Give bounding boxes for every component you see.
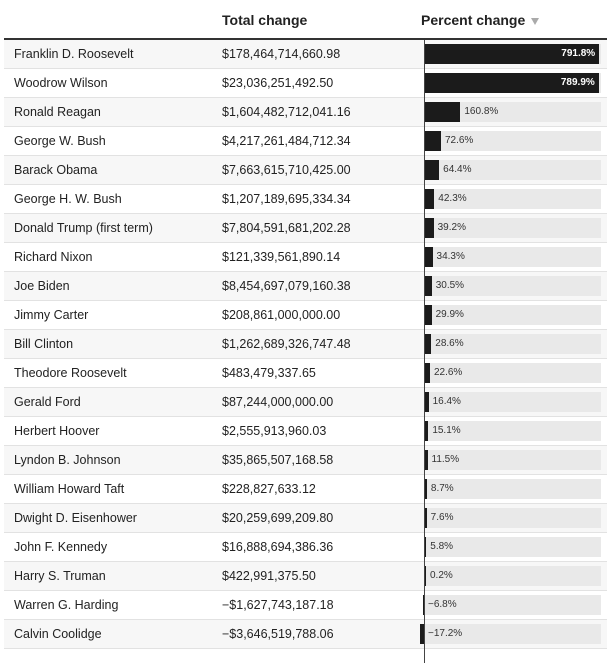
total-change-value: $1,604,482,712,041.16 bbox=[222, 105, 351, 119]
percent-bar bbox=[425, 363, 430, 383]
percent-bar-cell bbox=[419, 160, 603, 180]
percent-bar-cell bbox=[419, 44, 603, 64]
president-name: Bill Clinton bbox=[14, 337, 74, 351]
percent-bar bbox=[425, 566, 426, 586]
percent-label: 16.4% bbox=[432, 396, 461, 407]
table-row bbox=[4, 388, 607, 417]
total-change-value: $121,339,561,890.14 bbox=[222, 250, 341, 264]
total-change-value: $1,262,689,326,747.48 bbox=[222, 337, 351, 351]
column-header-percent-change-label: Percent change bbox=[421, 12, 526, 28]
percent-label: −17.2% bbox=[428, 628, 463, 639]
president-name: Richard Nixon bbox=[14, 250, 93, 264]
table-row bbox=[4, 417, 607, 446]
percent-bar bbox=[425, 421, 428, 441]
total-change-value: $7,804,591,681,202.28 bbox=[222, 221, 351, 235]
total-change-value: −$1,627,743,187.18 bbox=[222, 598, 334, 612]
percent-bar-cell bbox=[419, 131, 603, 151]
president-name: George H. W. Bush bbox=[14, 192, 122, 206]
percent-bar bbox=[425, 247, 433, 267]
president-name: Calvin Coolidge bbox=[14, 627, 102, 641]
total-change-value: $178,464,714,660.98 bbox=[222, 47, 341, 61]
table-row bbox=[4, 301, 607, 330]
percent-label: 22.6% bbox=[433, 367, 463, 378]
total-change-value: $228,827,633.12 bbox=[222, 482, 316, 496]
percent-label: 29.9% bbox=[435, 309, 464, 320]
percent-bar-cell bbox=[419, 102, 603, 122]
percent-bar bbox=[425, 508, 427, 528]
percent-bar-cell bbox=[419, 305, 603, 325]
table-row bbox=[4, 533, 607, 562]
percent-bar-cell bbox=[419, 479, 603, 499]
table-row bbox=[4, 185, 607, 214]
percent-label: 0.2% bbox=[430, 570, 453, 581]
president-name: Barack Obama bbox=[14, 163, 98, 177]
zero-baseline bbox=[424, 40, 425, 663]
table-row bbox=[4, 272, 607, 301]
total-change-value: $4,217,261,484,712.34 bbox=[222, 134, 351, 148]
percent-bar bbox=[425, 131, 441, 151]
percent-label: 64.4% bbox=[443, 164, 472, 175]
percent-label: 791.8% bbox=[561, 48, 596, 59]
percent-bar-cell bbox=[419, 450, 603, 470]
percent-label: 30.5% bbox=[435, 280, 465, 291]
percent-bar-cell bbox=[419, 247, 603, 267]
president-name: Herbert Hoover bbox=[14, 424, 100, 438]
percent-bar-cell bbox=[419, 595, 603, 615]
total-change-value: $8,454,697,079,160.38 bbox=[222, 279, 351, 293]
percent-bar bbox=[425, 450, 428, 470]
percent-bar-cell bbox=[419, 624, 603, 644]
percent-label: 160.8% bbox=[464, 106, 499, 117]
percent-label: 8.7% bbox=[430, 483, 454, 494]
president-name: William Howard Taft bbox=[14, 482, 125, 496]
percent-bar-cell bbox=[419, 421, 603, 441]
percent-bar-cell bbox=[419, 73, 603, 93]
table-row bbox=[4, 359, 607, 388]
president-name: John F. Kennedy bbox=[14, 540, 108, 554]
table-row bbox=[4, 330, 607, 359]
percent-label: 42.3% bbox=[438, 193, 467, 204]
table-body bbox=[4, 40, 607, 649]
percent-bar-cell bbox=[419, 363, 603, 383]
president-name: Jimmy Carter bbox=[14, 308, 89, 322]
percent-label: 7.6% bbox=[430, 512, 454, 523]
president-debt-table bbox=[4, 0, 607, 649]
total-change-value: $483,479,337.65 bbox=[222, 366, 316, 380]
table-row bbox=[4, 69, 607, 98]
sort-descending-icon[interactable] bbox=[531, 18, 539, 25]
table-row bbox=[4, 127, 607, 156]
percent-label: 39.2% bbox=[437, 222, 466, 233]
percent-bar bbox=[425, 102, 460, 122]
president-name: Warren G. Harding bbox=[14, 598, 119, 612]
president-name: Lyndon B. Johnson bbox=[14, 453, 121, 467]
percent-bar-cell bbox=[419, 276, 603, 296]
president-name: George W. Bush bbox=[14, 134, 106, 148]
table-row bbox=[4, 446, 607, 475]
president-name: Franklin D. Roosevelt bbox=[14, 47, 134, 61]
percent-bar bbox=[425, 189, 434, 209]
percent-label: 15.1% bbox=[432, 425, 461, 436]
table-row bbox=[4, 475, 607, 504]
total-change-value: −$3,646,519,788.06 bbox=[222, 627, 334, 641]
percent-bar bbox=[425, 305, 432, 325]
percent-label: 789.9% bbox=[560, 77, 595, 88]
president-name: Gerald Ford bbox=[14, 395, 81, 409]
percent-label: 34.3% bbox=[436, 251, 465, 262]
total-change-value: $87,244,000,000.00 bbox=[222, 395, 334, 409]
total-change-value: $35,865,507,168.58 bbox=[222, 453, 334, 467]
president-name: Theodore Roosevelt bbox=[14, 366, 127, 380]
president-name: Harry S. Truman bbox=[14, 569, 106, 583]
table-row bbox=[4, 40, 607, 69]
percent-bar-cell bbox=[419, 392, 603, 412]
percent-bar bbox=[425, 479, 427, 499]
percent-bar bbox=[425, 276, 432, 296]
total-change-value: $2,555,913,960.03 bbox=[222, 424, 327, 438]
total-change-value: $23,036,251,492.50 bbox=[222, 76, 334, 90]
percent-bar-cell bbox=[419, 218, 603, 238]
percent-bar bbox=[425, 537, 426, 557]
percent-bar-cell bbox=[419, 508, 603, 528]
total-change-value: $16,888,694,386.36 bbox=[222, 540, 334, 554]
percent-bar bbox=[425, 334, 431, 354]
percent-label: 11.5% bbox=[431, 454, 460, 465]
table-header bbox=[4, 0, 607, 40]
percent-bar bbox=[425, 218, 434, 238]
table-row bbox=[4, 156, 607, 185]
percent-bar-cell bbox=[419, 334, 603, 354]
president-name: Donald Trump (first term) bbox=[14, 221, 153, 235]
table-row bbox=[4, 98, 607, 127]
percent-label: −6.8% bbox=[428, 599, 457, 610]
percent-bar bbox=[425, 160, 439, 180]
table-row bbox=[4, 243, 607, 272]
percent-bar-cell bbox=[419, 189, 603, 209]
percent-bar-cell bbox=[419, 537, 603, 557]
table-row bbox=[4, 562, 607, 591]
percent-bar bbox=[425, 392, 429, 412]
column-header-percent-change[interactable] bbox=[421, 12, 539, 28]
percent-label: 72.6% bbox=[444, 135, 474, 146]
total-change-value: $208,861,000,000.00 bbox=[222, 308, 341, 322]
percent-label: 5.8% bbox=[430, 541, 454, 552]
president-name: Ronald Reagan bbox=[14, 105, 101, 119]
table-row bbox=[4, 504, 607, 533]
president-name: Dwight D. Eisenhower bbox=[14, 511, 137, 525]
percent-label: 28.6% bbox=[435, 338, 464, 349]
total-change-value: $7,663,615,710,425.00 bbox=[222, 163, 351, 177]
table-row bbox=[4, 214, 607, 243]
column-header-total-change[interactable]: Total change bbox=[222, 12, 308, 28]
president-name: Woodrow Wilson bbox=[14, 76, 108, 90]
total-change-value: $422,991,375.50 bbox=[222, 569, 316, 583]
table-row bbox=[4, 620, 607, 649]
table-row bbox=[4, 591, 607, 620]
percent-bar-cell bbox=[419, 566, 603, 586]
president-name: Joe Biden bbox=[14, 279, 70, 293]
total-change-value: $1,207,189,695,334.34 bbox=[222, 192, 351, 206]
total-change-value: $20,259,699,209.80 bbox=[222, 511, 334, 525]
